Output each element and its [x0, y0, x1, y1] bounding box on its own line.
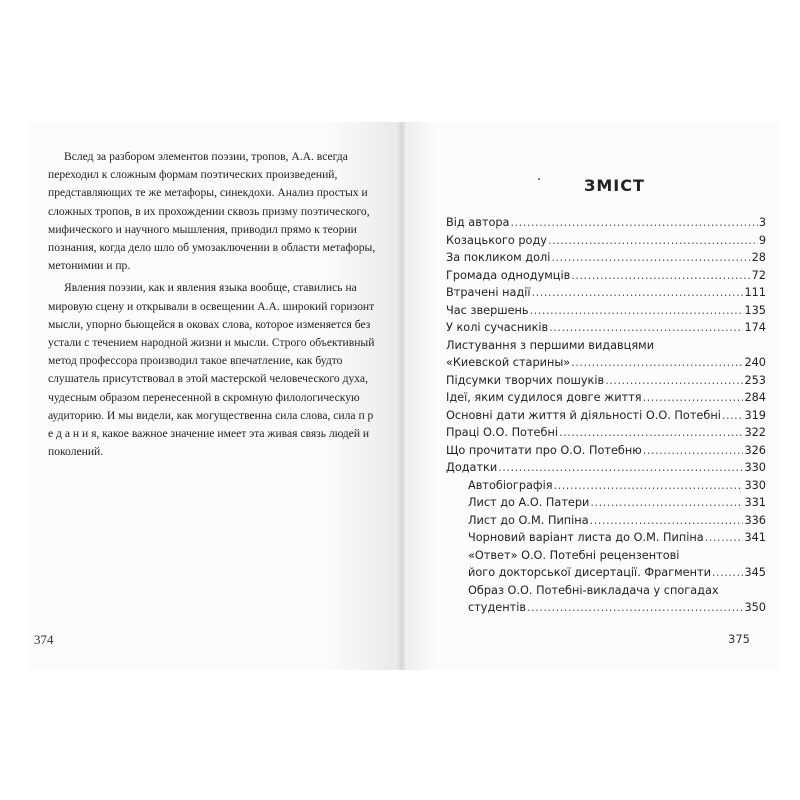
toc-entry	[446, 214, 766, 232]
toc-subentry	[446, 582, 766, 600]
toc-entry-title: Чорновий варіант листа до О.М. Пипіна	[468, 531, 704, 544]
toc-leader	[559, 424, 743, 442]
toc-leader	[722, 407, 744, 425]
toc-leader	[571, 354, 743, 372]
toc-entry-title: Втрачені надії	[446, 286, 531, 299]
right-page	[408, 122, 780, 670]
toc-entry-page: 330	[744, 461, 766, 474]
toc-entry-page: 350	[744, 601, 766, 614]
toc-subentry	[446, 477, 766, 495]
toc-entry	[446, 407, 766, 425]
toc-entry-title: Громада однодумців	[446, 268, 571, 282]
toc-entry	[446, 232, 766, 250]
toc-entry	[446, 442, 766, 460]
toc-entry-page: 330	[744, 478, 766, 492]
toc-leader	[605, 372, 743, 390]
toc-entry-page: 240	[744, 356, 766, 369]
toc-entry-title: його докторської дисертації. Фрагменти	[468, 566, 711, 579]
toc-entry-title: Образ О.О. Потебні-викладача у спогадах	[468, 583, 719, 597]
toc-entry-page: 72	[751, 268, 766, 282]
toc-entry-page: 319	[744, 408, 766, 422]
toc-entry	[446, 284, 766, 302]
toc-entry-title: Додатки	[446, 461, 498, 474]
toc-entry	[446, 389, 766, 407]
toc-entry	[446, 354, 766, 372]
toc-entry-title: студентів	[468, 601, 527, 614]
toc-entry-page: 331	[744, 496, 766, 509]
toc-leader	[530, 302, 744, 320]
toc-entry-title: За покликом долі	[446, 251, 551, 264]
toc-subentry	[446, 564, 766, 582]
toc-entry	[446, 302, 766, 320]
toc-entry-page: 135	[744, 303, 766, 317]
toc-entry-page: 284	[744, 391, 766, 404]
toc-entry	[446, 372, 766, 390]
toc-entry	[446, 249, 766, 267]
toc-entry-title: Праці О.О. Потебні	[446, 426, 558, 439]
toc-title: ЗМІСТ	[584, 176, 645, 195]
toc-entry-page: 174	[744, 321, 766, 334]
toc-entry-title: Від автора	[446, 216, 510, 229]
toc-entry-page: 9	[758, 233, 766, 247]
toc-leader	[571, 267, 750, 285]
toc-entry-title: Що прочитати про О.О. Потебню	[446, 443, 642, 457]
toc-entry-page: 345	[744, 566, 766, 579]
toc-entry	[446, 267, 766, 285]
toc-subentry	[446, 529, 766, 547]
print-speck	[538, 178, 540, 180]
toc-entry	[446, 337, 766, 355]
toc-leader	[643, 389, 744, 407]
toc-entry	[446, 319, 766, 337]
toc-leader	[712, 564, 744, 582]
toc-entry-title: Ідеї, яким судилося довге життя	[446, 391, 642, 404]
toc-leader	[590, 494, 743, 512]
toc-entry-title: Автобіографія	[468, 478, 553, 492]
paragraph: Вслед за разбором элементов поэзии, тропов, А.А. всегда переходил к сложным формам поэтических произведений, представляющих те же метафоры, синекдохи. Анализ простых и сложных тропов, в их прохождении сквозь призму поэтического, мифического и научного мышления, приводил прямо к теории познания, когда дело шло об умозаключении в области метафоры, метонимии и пр.	[48, 150, 376, 273]
toc-leader	[549, 319, 743, 337]
toc-leader	[498, 459, 743, 477]
toc-entry-title: «Киевской старины»	[446, 356, 571, 369]
toc-subentry	[446, 547, 766, 565]
toc-entry-page: 326	[744, 443, 766, 457]
page-number-right: 375	[728, 632, 750, 646]
paragraph: Явления поэзии, как и явления языка вообще, ставились на мировую сцену и открывали в освещении А.А. широкий горизонт мысли, упорно бьющейся в оковах слова, которое изменяется без устали с течением народной жизни и мысли. Строго объективный метод профессора производил такое впечатление, как будто слушатель присутствовал в этой мастерской человеческого духа, чудесным образом перенесенной в скромную филологическую аудиторию. И мы видели, как могущественна сила слова, сила п р е д а н и я, какое важное значение имеет эта живая связь людей и поколений.	[48, 281, 375, 459]
toc-subentry	[446, 494, 766, 512]
toc-leader	[532, 284, 744, 302]
toc-entry-title: У колі сучасників	[446, 321, 549, 334]
toc-entry-page: 253	[744, 373, 766, 387]
table-of-contents	[446, 214, 766, 617]
toc-leader	[590, 512, 744, 530]
toc-entry-title: Основні дати життя й діяльності О.О. Потебні	[446, 408, 721, 422]
toc-entry-page: 111	[744, 286, 766, 299]
toc-leader	[551, 249, 750, 267]
toc-entry-page: 322	[744, 426, 766, 439]
toc-entry-page: 28	[751, 251, 766, 264]
toc-entry	[446, 459, 766, 477]
toc-leader	[643, 442, 744, 460]
toc-entry-title: «Ответ» О.О. Потебні рецензентові	[468, 548, 680, 562]
toc-entry-page: 341	[744, 531, 766, 544]
toc-leader	[554, 477, 744, 495]
toc-entry-title: Козацького роду	[446, 233, 547, 247]
toc-entry-title: Лист до А.О. Патери	[468, 496, 590, 509]
toc-entry	[446, 424, 766, 442]
toc-leader	[527, 599, 743, 617]
toc-entry-title: Лист до О.М. Пипіна	[468, 513, 589, 527]
toc-leader	[705, 529, 744, 547]
body-text	[48, 148, 378, 465]
toc-entry-page: 3	[758, 216, 766, 229]
toc-leader	[548, 232, 758, 250]
toc-entry-title: Листування з першими видавцями	[446, 338, 655, 352]
toc-entry-title: Підсумки творчих пошуків	[446, 373, 605, 387]
page-number-left: 374	[34, 632, 54, 647]
toc-subentry	[446, 512, 766, 530]
left-page	[28, 122, 400, 670]
toc-entry-page: 336	[744, 513, 766, 527]
toc-leader	[510, 214, 757, 232]
toc-subentry	[446, 599, 766, 617]
toc-entry-title: Час звершень	[446, 303, 529, 317]
